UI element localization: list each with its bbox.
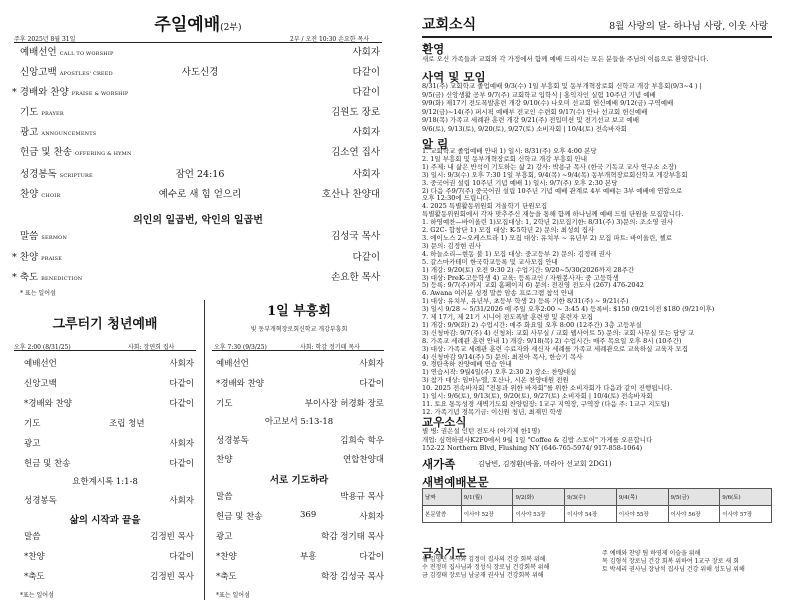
divider: [422, 36, 772, 38]
mission-line: 개업: 심혁하권사K2F0에서 9월 1일 "Coffee & 김밥 스토어" 가게를 오픈합니다: [422, 435, 653, 444]
order-row: [216, 453, 384, 466]
order-item-label: 헌금 및 찬송: [20, 147, 72, 158]
order-item-leader: 다같이: [352, 67, 380, 78]
order-row: [216, 550, 384, 563]
order-item-label: *경배와 찬양: [216, 379, 265, 389]
order-item-leader: 김정빈 목사: [150, 532, 194, 542]
order-row: [24, 550, 194, 563]
order-item-label: 헌금 및 찬송: [24, 459, 71, 469]
table-header-cell: 9/1(월): [461, 489, 513, 506]
order-item-english: CHOIR: [41, 193, 61, 199]
table-cell: 이사야 54장: [565, 506, 617, 523]
order-item-leader: 다같이: [359, 552, 384, 562]
notice-line: 3) 참가 대상: 임마누엘, 호산나, 시온 찬양대원 전원: [422, 376, 569, 385]
order-item-label: *축도: [216, 572, 237, 582]
prayer-item: 월 김영민 목사와 김정미 집사의 건강 회복 위해: [422, 556, 546, 563]
bulletin-right-page: [396, 0, 792, 612]
news-title: 교회소식: [422, 17, 477, 33]
order-row: [216, 570, 384, 583]
order-item-leader: 사회자: [169, 496, 194, 506]
order-item-leader: 부이사장 허경화 장로: [304, 399, 384, 409]
order-item-leader: 사회자: [352, 169, 380, 180]
order-row: [20, 104, 380, 118]
order-item-name: [20, 144, 132, 158]
notice-line: 6. Awana 여러분 성경 말씀 암송 프로그램 참석 안내: [422, 289, 574, 298]
order-item-leader: 김원도 장로: [331, 107, 380, 118]
order-item-leader: 사회자: [352, 47, 380, 58]
prayer-right-list: [602, 550, 774, 574]
order-item-label: 찬양: [216, 455, 233, 465]
notice-line: 1) 주제: 내 삶은 반석이 기도하는 삶 2) 강사: 박용규 목사 (한국 기독교 교사 연구소 소장): [422, 162, 677, 171]
table-header-cell: 9/5(금): [668, 489, 720, 506]
order-item-leader: 사회자: [359, 359, 384, 369]
table-cell: 이사야 56장: [668, 506, 720, 523]
notice-line: 3) 문의: 김정현 권사: [422, 241, 482, 250]
ministry-line: 9/6(토), 9/13(토), 9/20(토), 9/27(토) 소비자회 | 10/4(토) 전속바자회: [422, 124, 627, 133]
notice-line: 1. 교회학교 졸업예배 안내 1) 일시: 8/31(주) 오후 4:00 본당: [422, 147, 597, 155]
order-row: [20, 64, 380, 78]
order-row: [216, 357, 384, 370]
notice-line: 2. 1일 부흥회 및 동부개혁장로회 신학교 개강 부흥회 안내: [422, 154, 588, 163]
youth-officiant: 사회: 장연희 집사: [128, 344, 175, 351]
revival-time: 오후 7:30 (9/3/25): [214, 344, 267, 351]
order-item-english: OFFERING & HYMN: [74, 151, 132, 157]
order-row: [216, 397, 384, 410]
order-item-leader: 사회자: [169, 439, 194, 449]
order-row: [24, 417, 194, 430]
order-row: [24, 457, 194, 470]
notice-line: 1) 개강: 9/9(화) 2) 수업시간: 매주 화요일 오후 8:00 (12주간) 3층 고등부실: [422, 320, 642, 329]
table-row: [423, 506, 772, 523]
table-header-cell: 9/2(화): [513, 489, 565, 506]
prayer-item: 목 김형석 장로님 건강 회복 위하여 1교구 장로 새 회: [602, 558, 739, 565]
main-sermon-title: 의인의 일곱번, 악인의 일곱번: [133, 215, 263, 226]
main-worship-title: 주일예배(2부): [154, 15, 242, 35]
notice-line: 2) 다음 주9/7(주) 중국어권 설립 10주년 기념 예배 관계로 4부 예배는 3부 예배에 연합으로: [422, 186, 683, 195]
order-item-english: CALL TO WORSHIP: [59, 51, 114, 57]
order-row: [24, 494, 194, 507]
order-row: [20, 44, 380, 58]
notice-line: 10. 2025 전속바자회 "전통과 위한 바자회"를 위한 소비자회가 다음과 같이 진행됩니다.: [422, 384, 673, 393]
notice-line: 5) 등록: 9/7(주)까지 교회 홈페이지 6) 문의: 전진영 전도사 (267) 476-2042: [422, 281, 644, 290]
order-row: [20, 124, 380, 138]
order-item-label: 기도: [20, 107, 39, 118]
order-item-name: [12, 249, 62, 263]
notice-line: 12. 가족기념 경목기금: 이신원 청년, 최재민 학생: [422, 407, 563, 416]
order-item-detail: 369: [300, 510, 317, 520]
order-item-leader: 사회자: [169, 359, 194, 369]
order-row: [24, 530, 194, 543]
notice-line: 3) 일시: 9/3(수) 오후 7:30 1일 부흥회, 9/4(목) ~9/4(목) 동부개혁장로회신학교 개강부흥회: [422, 170, 688, 179]
prayer-item: 금 김경태 장로님 남궁재 권사님 건강회복 위해: [422, 572, 544, 579]
notice-line: 오후 12:30에 드립니다.: [422, 194, 491, 203]
dawn-heading: 새벽예배본문: [422, 475, 489, 489]
ministry-heading: 사역 및 모임: [422, 70, 486, 84]
order-item-english: SCRIPTURE: [59, 173, 93, 179]
divider: [14, 350, 196, 351]
order-item-detail: 예수로 새 힘 얻으리: [158, 189, 242, 200]
notice-line: 3) 신청마감: 9/7(주) 4) 신청처: 교회 사무실 / 교회 웹사이트 5) 문의: 교회 사무실 또는 담당 교: [422, 328, 695, 337]
order-item-english: ANNOUNCEMENTS: [41, 131, 97, 137]
order-item-english: PRAISE: [41, 256, 63, 262]
order-item-detail: 조립 청년: [109, 419, 145, 429]
revival-subtitle: 빛 동부개혁장로회신학교 개강부흥회: [250, 326, 348, 333]
order-item-label: 기도: [24, 419, 41, 429]
order-item-leader: 김소연 집사: [331, 147, 380, 158]
news-subtitle: 8월 사랑의 달- 하나님 사랑, 이웃 사랑: [609, 21, 768, 32]
table-header-cell: 날짜: [423, 489, 462, 506]
standing-note: * 표는 일어섬: [20, 290, 56, 297]
order-item-label: 예배선언: [24, 359, 57, 369]
order-item-leader: 호산나 찬양대: [321, 189, 380, 200]
order-item-detail: 잠언 24:16: [175, 169, 225, 180]
divider: [14, 42, 382, 43]
notice-line: 8. 가족교 세례관 훈련 안내 1) 개강: 9/18(목) 2) 수업시간: 매주 목요일 오후 8시 (10주간): [422, 336, 682, 345]
order-item-label: 예배선언: [216, 359, 249, 369]
table-cell: 이사야 53장: [513, 506, 565, 523]
order-item-leader: 김희숙 학우: [340, 436, 384, 446]
prayer-heading: 금식기도: [422, 546, 467, 560]
order-row: [216, 530, 384, 543]
table-row: [423, 489, 772, 506]
order-item-leader: 다같이: [169, 379, 194, 389]
order-row: [24, 357, 194, 370]
order-row: [20, 186, 380, 200]
dawn-table: [422, 488, 772, 523]
order-item-label: *경배와 찬양: [24, 399, 73, 409]
notice-line: 3. 에이노스 2~오케스트라 1) 모집 대상: 유치부 ~ 유년부 2) 모집 파트: 바이올린, 첼로: [422, 233, 672, 242]
standing-note: *표는 일어섬: [216, 592, 250, 599]
order-item-leader: 김성국 목사: [331, 231, 380, 242]
welcome-text: [422, 55, 774, 64]
order-item-label: 신앙고백: [20, 67, 57, 78]
order-item-leader: 다같이: [359, 379, 384, 389]
welcome-line: 새로 오신 가족들과 교회와 각 가정에서 함께 예배 드리시는 모든 분들을 주님의 이름으로 환영합니다.: [422, 55, 709, 63]
order-item-label: 광고: [24, 439, 41, 449]
notice-line: 3) 일시 9/28 ~ 5/31/2026 매 주일 오후2:00 ~ 3:45 4) 등록비: $150 (9/21이전 $180 (9/21이후): [422, 305, 715, 314]
order-item-name: [20, 44, 114, 58]
mission-line: 별 병: 권은설 인턴 전도사 (아기제 한1명): [422, 427, 540, 435]
order-row: [24, 437, 194, 450]
order-item-detail: 부흥: [300, 552, 317, 562]
table-header-cell: 9/3(수): [565, 489, 617, 506]
notice-line: 1) 일시: 9/6(토), 9/13(토), 9/20(토), 9/27(토) 소비자회 | 10/4(토) 전속바자회: [422, 392, 653, 401]
prayer-item: 주 예배와 찬양 팀 하영제 이슬을 위해: [602, 550, 701, 557]
order-item-label: 축도: [19, 272, 39, 283]
order-item-leader: 김정빈 목사: [150, 572, 194, 582]
order-item-name: [20, 228, 67, 242]
youth-time: 오후 2:00 (8/31/25): [14, 344, 71, 351]
prayer-left-list: [422, 556, 602, 580]
order-row: [24, 570, 194, 583]
order-row: [216, 377, 384, 390]
order-item-label: 신앙고백: [24, 379, 57, 389]
order-item-leader: 다같이: [169, 459, 194, 469]
table-cell: 이사야 52장: [461, 506, 513, 523]
ministry-line: 9/12(금)~14(주) 퍼시픽 예배부 전교인 수련회 9/17(수) 안나 선교회 헌신예배: [422, 107, 648, 116]
order-row: [20, 228, 380, 242]
order-item-detail: 사도신경: [181, 67, 219, 78]
order-item-name: [12, 84, 128, 98]
order-item-english: PRAISE & WORSHIP: [71, 91, 129, 97]
order-item-english: PRAYER: [41, 111, 64, 117]
star-mark: *: [12, 87, 20, 98]
notices-text: [422, 148, 774, 417]
notice-line: 5. 갈스마카테미 한국학교등록 및 교사모집 안내: [422, 257, 558, 266]
divider: [212, 350, 384, 351]
table-cell: 본문말씀: [423, 506, 462, 523]
order-item-leader: 손요한 목사: [331, 272, 380, 283]
ministry-line: 9/5(금) 신앙생활 공부 9/7(주) 교회학교 입학식 | 홍익자인 실험 10주년 기념 예배: [422, 90, 656, 99]
notices-heading: 알 림: [422, 137, 449, 151]
revival-officiant: 사회: 학감 정기태 목사: [300, 344, 360, 351]
order-item-label: 헌금 및 찬송: [216, 512, 263, 522]
order-row: [12, 269, 380, 283]
order-item-label: 찬양: [19, 252, 39, 263]
order-item-label: 예배선언: [20, 47, 57, 58]
order-item-label: 말씀: [20, 231, 39, 242]
order-item-label: 말씀: [24, 532, 41, 542]
order-item-label: 성경봉독: [216, 436, 249, 446]
revival-title: 1일 부흥회: [267, 304, 331, 319]
prayer-item: 수 전정미 집사님과 정성식 장로님 건강회복 위해: [422, 564, 550, 571]
standing-note: *표는 일어섬: [20, 592, 54, 599]
order-item-label: 성경봉독: [24, 496, 57, 506]
mission-line: 152-22 Northern Blvd, Flushing NY (646-765-5974/ 917-858-1064): [422, 444, 643, 453]
notice-line: 4. 2025 특별활동위원회 겨울학기 단원모집: [422, 202, 548, 211]
order-row: [216, 490, 384, 503]
order-row: [216, 434, 384, 447]
main-worship-time: 2부 / 오전 10:30 손요한 목사: [290, 36, 370, 43]
order-row: [12, 84, 380, 98]
order-row: [24, 397, 194, 410]
ministry-line: 9/18(목) 가족교 세례관 훈련 개강 9/21(주) 전입미션 및 전기선교 보고 예배: [422, 116, 639, 125]
notice-line: 1. 하영예찬—바이올린 1)모집대상: 1, 2학년 2)모집기한: 8/31(주) 3)문의: 조소영 권사: [422, 218, 674, 227]
order-item-leader: 다같이: [352, 87, 380, 98]
order-item-leader: 사회자: [352, 127, 380, 138]
notice-line: 3. 중국어권 설립 10주년 기념 예배 1) 일시: 9/7(주) 오후 2:30 본당: [422, 178, 618, 187]
main-worship-date: 주후 2025년 8월 31일: [14, 36, 76, 43]
order-item-label: 경배와 찬양: [19, 87, 69, 98]
order-item-name: [12, 269, 82, 283]
notice-line: 4) 신청마감 9/14(주) 5) 문의: 최진아 목사, 한승기 목사: [422, 352, 583, 361]
order-item-label: *축도: [24, 572, 45, 582]
youth-worship-title: 그루터기 청년예배: [52, 317, 158, 332]
order-row: [24, 377, 194, 390]
table-header-cell: 9/4(목): [616, 489, 668, 506]
revival-sermon-title: 서로 기도하라: [269, 475, 329, 486]
order-row: [20, 166, 380, 180]
order-item-label: *찬양: [216, 552, 237, 562]
notice-line: 3) 대상: 가족교 세례관 훈련 수료자와 새신자 세례를 가족교 세례관으로 교육하실 교육자 모집: [422, 344, 688, 353]
order-item-label: 기도: [216, 399, 233, 409]
order-item-label: 광고: [216, 532, 233, 542]
notice-line: 2. G2C- 합창단 1) 모집 대상: K-5학년 2) 문의: 최성희 집사: [422, 226, 595, 235]
notice-line: 4. 하늘소리—현동 불 1) 모집 대상: 중고등부 2) 문의: 김정래 권사: [422, 249, 612, 258]
order-item-label: *찬양: [24, 552, 45, 562]
order-row: [216, 510, 384, 523]
notice-line: 7. 제 17기, 제 21기 시니어 전도폭발 훈련생 및 훈련자 모집: [422, 313, 594, 322]
ministry-text: [422, 82, 774, 134]
order-item-leader: 학감 정기태 목사: [321, 532, 384, 542]
table-cell: 이사야 55장: [616, 506, 668, 523]
star-mark: *: [12, 252, 20, 263]
prayer-item: 토 박세리 권사님 장남석 집사님 건강 위해 성도님 위해: [602, 566, 745, 573]
mission-text: [422, 427, 774, 453]
newfamily-text: 김남빈, 김정환(바울, 마라아 선교회 2DG1): [478, 460, 612, 468]
ministry-line: 9/9(화) 제17기 전도폭발훈련 개강 9/10(수) 나오미 선교회 헌신예배 9/12(금) 구역예배: [422, 99, 674, 108]
notice-line: 9. 경탄축하 찬양예배 연습 안내: [422, 360, 512, 369]
order-item-leader: 박용규 목사: [340, 492, 384, 502]
order-item-english: BENEDICTION: [41, 276, 83, 282]
order-row: [12, 249, 380, 263]
order-item-label: 찬양: [20, 189, 39, 200]
order-item-label: 말씀: [216, 492, 233, 502]
order-item-leader: 연합찬양대: [342, 455, 384, 465]
notice-line: 1) 연습시작: 9월4일(주) 오후 2:30 2) 장소: 찬양대실: [422, 368, 577, 377]
order-item-name: [20, 124, 96, 138]
order-item-leader: 다같이: [352, 252, 380, 263]
table-cell: 이사야 57장: [720, 506, 772, 523]
star-mark: *: [12, 272, 20, 283]
column-divider: [204, 300, 205, 600]
order-item-english: APOSTLES' CREED: [59, 71, 113, 77]
youth-sermon-title: 삶의 시작과 끝을: [69, 515, 141, 526]
order-item-leader: 학장 김성국 목사: [321, 572, 384, 582]
youth-scripture: 요한계시록 1:1-8: [72, 477, 138, 487]
order-item-name: [20, 104, 64, 118]
order-item-label: 성경봉독: [20, 169, 57, 180]
mission-heading: 교우소식: [422, 415, 467, 429]
notice-line: 1) 개강: 9/20(토) 오전 9:30 2) 수업기간: 9/20~5/30(2026까지 28주간: [422, 265, 635, 274]
ministry-line: 8/31(주) 교회학교 졸업예배 9/3(수) 1일 부흥회 및 동부개혁장로회 신학교 개강 부흥회(9/3~4 ) |: [422, 82, 702, 90]
welcome-heading: 환영: [422, 42, 445, 56]
notice-line: 특별활동위원회에서 각자 맞추주신 재능을 통해 함께 하나님께 예배 드릴 단원을 모집합니다.: [422, 210, 684, 219]
order-item-label: 광고: [20, 127, 39, 138]
order-item-leader: 다같이: [169, 399, 194, 409]
notice-line: 11. 토요 통독성경 새벽기도회 찬양팀장: 1교구 지역장, 구역장 (다음 주: 1교구 지도팀): [422, 400, 670, 408]
order-item-leader: 다같이: [169, 552, 194, 562]
notice-line: 3) 대상: PreK-고등학생 4) 교육: 등록교인 / 자원봉사자: 중 고등학생: [422, 273, 619, 282]
table-header-cell: 9/6(토): [720, 489, 772, 506]
newfamily-heading: 새가족: [422, 457, 456, 471]
order-row: [20, 144, 380, 158]
order-item-english: SERMON: [41, 235, 68, 241]
notice-line: 1) 대상: 유치부, 유년부, 초등부 학생 2) 등록 기한 8/31(주) ~ 9/21(주): [422, 297, 629, 306]
revival-scripture: 아고보서 5:13-18: [264, 417, 334, 427]
order-item-leader: 사회자: [359, 512, 384, 522]
